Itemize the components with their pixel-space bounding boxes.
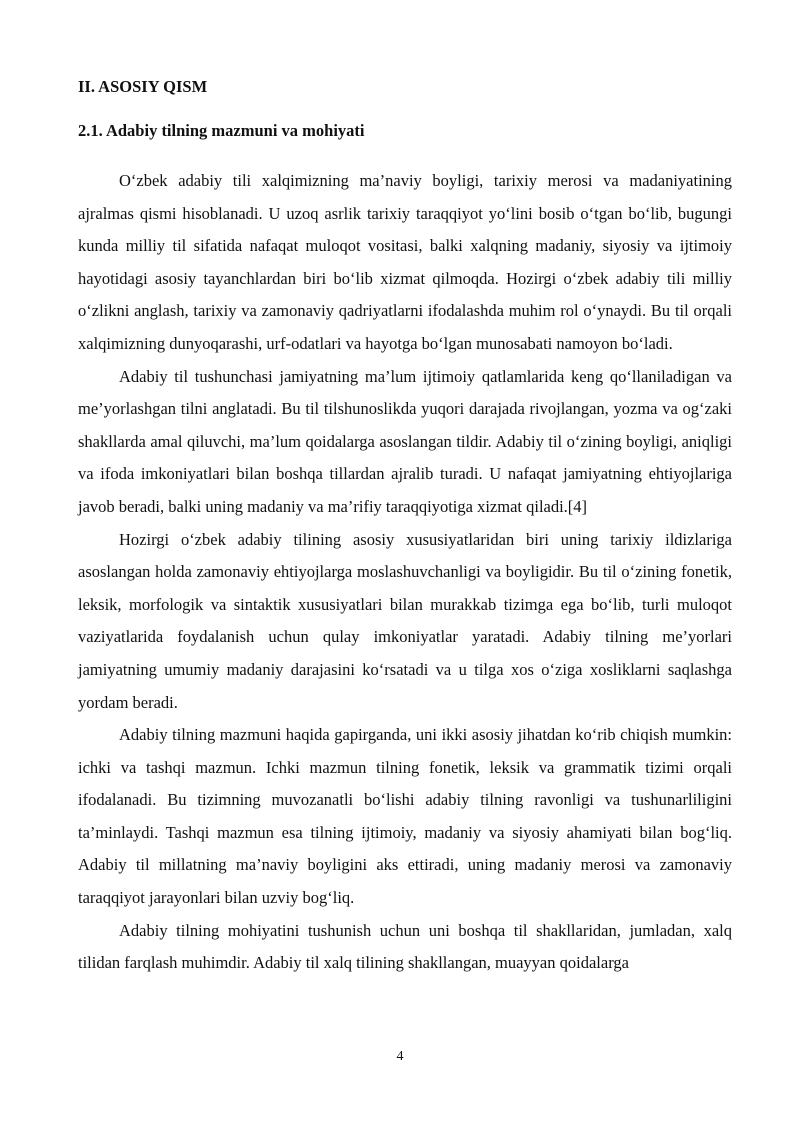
paragraph: Adabiy tilning mazmuni haqida gapirganda, uni ikki asosiy jihatdan ko‘rib chiqish mumkin: ichki va tashqi mazmun. Ichki mazmun tilning fonetik, leksik va grammatik tizimi orqali ifodalanadi. Bu tizimning muvozanatli bo‘lishi adabiy tilning ravonligi va tushunarliligini ta’minlaydi. Tashqi mazmun esa tilning ijtimoiy, madaniy va siyosiy ahamiyati bilan bog‘liq. Adabiy til millatning ma’naviy boyligini aks ettiradi, uning madaniy merosi va zamonaviy taraqqiyot jarayonlari bilan uzviy bog‘liq. — [78, 725, 732, 908]
paragraph: O‘zbek adabiy tili xalqimizning ma’naviy boyligi, tarixiy merosi va madaniyatining ajralmas qismi hisoblanadi. U uzoq asrlik tarixiy taraqqiyot yo‘lini bosib o‘tgan bo‘lib, bugungi kunda milliy til sifatida nafaqat muloqot vositasi, balki xalqning madaniy, siyosiy va ijtimoiy hayotidagi asosiy tayanchlardan biri bo‘lib xizmat qilmoqda. Hozirgi o‘zbek adabiy tili milliy o‘zlikni anglash, tarixiy va zamonaviy qadriyatlarni ifodalashda muhim rol o‘ynaydi. Bu til orqali xalqimizning dunyoqarashi, urf-odatlari va hayotga bo‘lgan munosabati namoyon bo‘ladi. — [78, 171, 732, 353]
paragraph: Hozirgi o‘zbek adabiy tilining asosiy xususiyatlaridan biri uning tarixiy ildizlariga asoslangan holda zamonaviy ehtiyojlarga moslashuvchanligi va boyligidir. Bu til o‘zining fonetik, leksik, morfologik va sintaktik xususiyatlari bilan murakkab tizimga ega bo‘lib, turli muloqot vaziyatlarida foydalanish uchun qulay imkoniyatlar yaratadi. Adabiy tilning me’yorlari jamiyatning umumiy madaniy darajasini ko‘rsatadi va u tilga xos o‘ziga xosliklarni saqlashga yordam beradi. — [78, 529, 732, 712]
page-number: 4 — [396, 1049, 404, 1064]
paragraph: Adabiy tilning mohiyatini tushunish uchun uni boshqa til shakllaridan, jumladan, xalq tilidan farqlash muhimdir. Adabiy til xalq tilining shakllangan, muayyan qoidalarga — [78, 920, 732, 973]
section-title: II. ASOSIY QISM — [78, 77, 208, 96]
subsection-title: 2.1. Adabiy tilning mazmuni va mohiyati — [78, 121, 365, 140]
paragraph: Adabiy til tushunchasi jamiyatning ma’lum ijtimoiy qatlamlarida keng qo‘llaniladigan va me’yorlashgan tilni anglatadi. Bu til tilshunoslikda yuqori darajada rivojlangan, yozma va og‘zaki shakllarda amal qiluvchi, ma’lum qoidalarga asoslangan tildir. Adabiy til o‘zining boyligi, aniqligi va ifoda imkoniyatlari bilan boshqa tillardan ajralib turadi. U nafaqat jamiyatning ehtiyojlariga javob beradi, balki uning madaniy va ma’rifiy taraqqiyotiga xizmat qiladi.[4] — [78, 366, 732, 516]
body-text — [78, 165, 732, 980]
